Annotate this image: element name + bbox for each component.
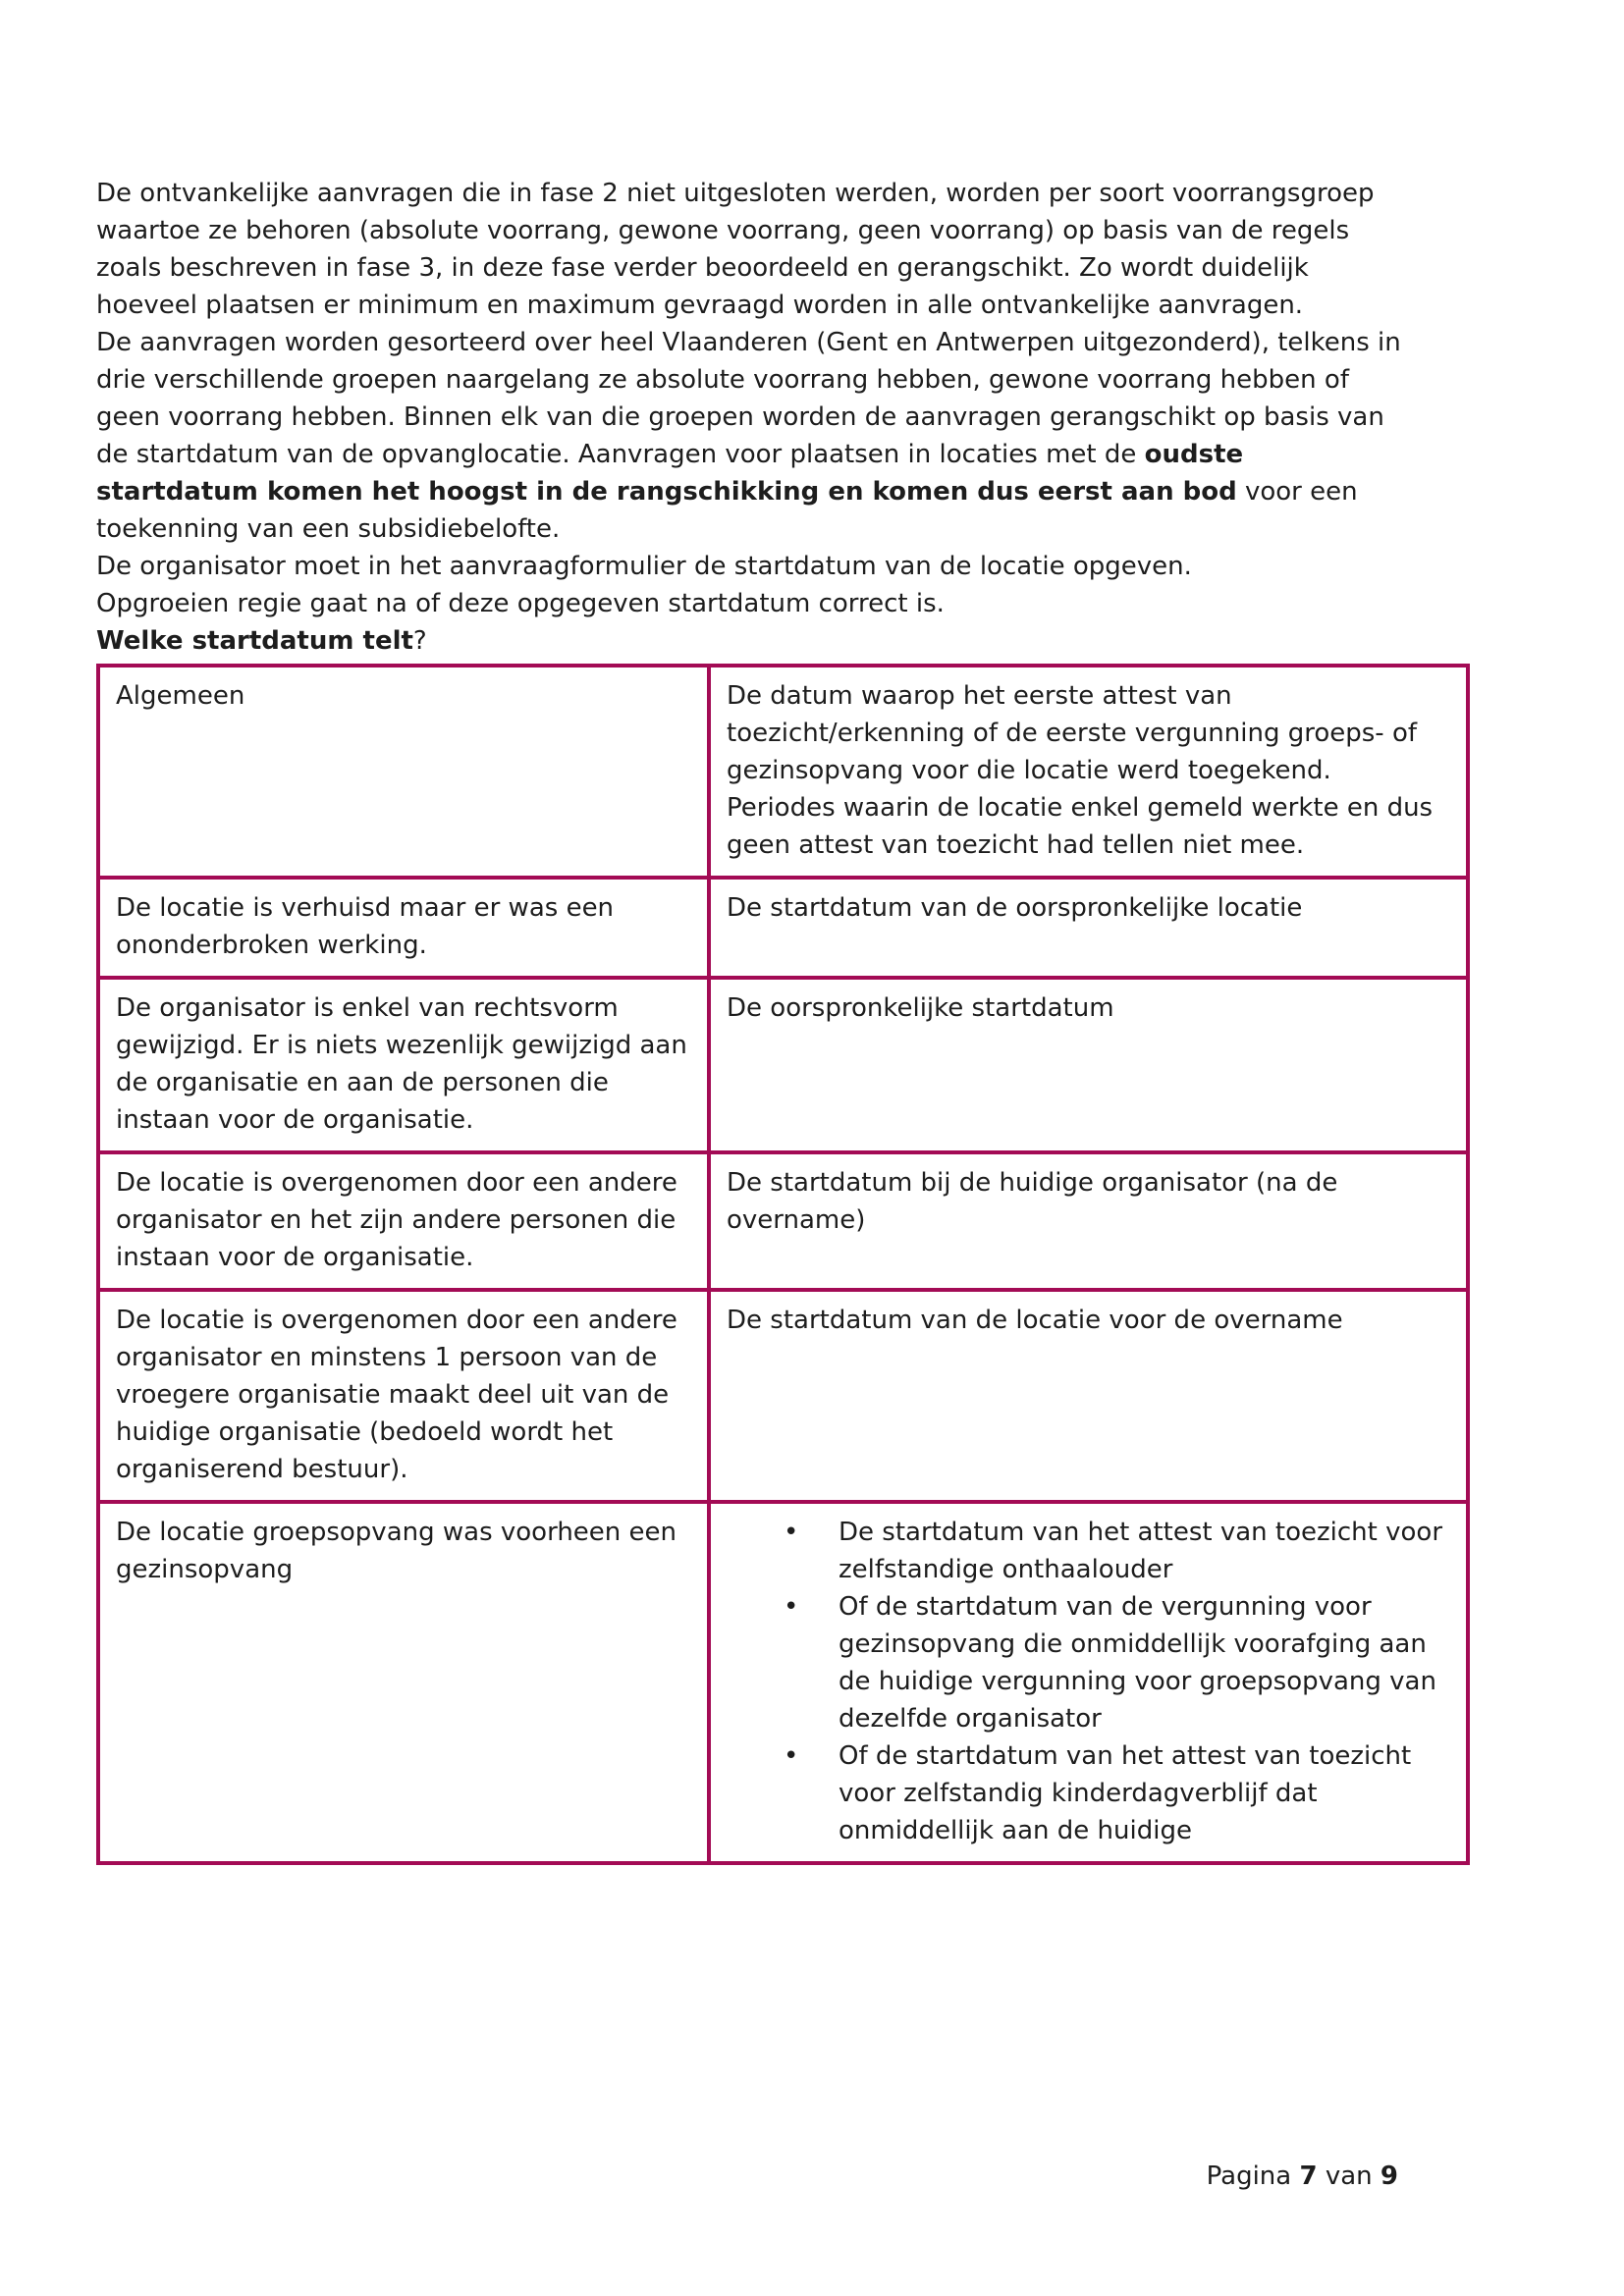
cell-text: De locatie is overgenomen door een andere organisator en het zijn andere personen die instaan voor de organisatie.	[116, 1168, 677, 1272]
table-cell-situation	[98, 878, 709, 978]
section-heading-question-mark: ?	[412, 626, 427, 656]
table-cell-startdatum	[709, 878, 1468, 978]
startdatum-bullet-list	[727, 1514, 1450, 1849]
table-cell-situation	[98, 666, 709, 878]
intro-paragraph-2-text-start: De aanvragen worden gesorteerd over heel Vlaanderen (Gent en Antwerpen uitgezonderd), telkens in drie verschillende groepen naargelang ze absolute voorrang hebben, gewone voorrang hebben of geen voorrang hebben. Binnen elk van die groepen worden de aanvragen gerangschikt op basis van de startdatum van de opvanglocatie. Aanvragen voor plaatsen in locaties met de	[96, 328, 1401, 469]
table-row	[98, 878, 1468, 978]
cell-text: De locatie groepsopvang was voorheen een gezinsopvang	[116, 1518, 677, 1584]
page-number-footer	[1207, 2158, 1398, 2195]
table-row	[98, 1290, 1468, 1502]
table-cell-situation	[98, 1290, 709, 1502]
table-cell-startdatum	[709, 1502, 1468, 1863]
cell-text: Algemeen	[116, 681, 245, 711]
table-row	[98, 1502, 1468, 1863]
cell-text: De startdatum bij de huidige organisator (na de overname)	[727, 1168, 1338, 1235]
cell-text: De startdatum van de oorspronkelijke locatie	[727, 893, 1303, 923]
cell-text: De locatie is overgenomen door een andere organisator en minstens 1 persoon van de vroegere organisatie maakt deel uit van de huidige organisatie (bedoeld wordt het organiserend bestuur).	[116, 1306, 677, 1484]
page-content	[96, 175, 1443, 1865]
cell-text: Periodes waarin de locatie enkel gemeld werkte en dus geen attest van toezicht had tellen niet mee.	[727, 793, 1434, 860]
intro-paragraph-2-bold: oudste startdatum komen het hoogst in de rangschikking en komen dus eerst aan bod	[96, 440, 1244, 507]
list-item: • Of de startdatum van het attest van toezicht voor zelfstandig kinderdagverblijf dat onmiddellijk aan de huidige	[784, 1737, 1450, 1849]
table-cell-situation	[98, 1152, 709, 1290]
cell-text: De datum waarop het eerste attest van toezicht/erkenning of de eerste vergunning groeps- of gezinsopvang voor die locatie werd toegekend.	[727, 681, 1418, 785]
section-heading	[96, 622, 1404, 660]
table-cell-startdatum	[709, 666, 1468, 878]
intro-paragraph-2-text-end: voor een toekenning van een subsidiebelofte.	[96, 477, 1358, 544]
list-item: • Of de startdatum van de vergunning voor gezinsopvang die onmiddellijk voorafging aan de huidige vergunning voor groepsopvang van dezelfde organisator	[784, 1588, 1450, 1737]
footer-middle: van	[1317, 2162, 1380, 2191]
cell-text: De startdatum van de locatie voor de overname	[727, 1306, 1343, 1335]
cell-text: De oorspronkelijke startdatum	[727, 993, 1114, 1023]
table-row	[98, 666, 1468, 878]
table-cell-situation	[98, 978, 709, 1152]
list-item: • De startdatum van het attest van toezicht voor zelfstandige onthaalouder	[784, 1514, 1450, 1588]
startdatum-table	[96, 664, 1470, 1865]
intro-paragraph-3: De organisator moet in het aanvraagformulier de startdatum van de locatie opgeven.	[96, 552, 1192, 581]
intro-paragraph-4: Opgroeien regie gaat na of deze opgegeven startdatum correct is.	[96, 589, 945, 618]
table-cell-startdatum	[709, 978, 1468, 1152]
footer-current-page: 7	[1299, 2162, 1318, 2191]
intro-paragraph-1: De ontvankelijke aanvragen die in fase 2 niet uitgesloten werden, worden per soort voorrangsgroep waartoe ze behoren (absolute voorrang, gewone voorrang, geen voorrang) op basis van de regels zoals beschreven in fase 3, in deze fase verder beoordeeld en gerangschikt. Zo wordt duidelijk hoeveel plaatsen er minimum en maximum gevraagd worden in alle ontvankelijke aanvragen.	[96, 179, 1375, 320]
footer-total-pages: 9	[1380, 2162, 1398, 2191]
table-row	[98, 978, 1468, 1152]
table-cell-situation	[98, 1502, 709, 1863]
cell-text: De locatie is verhuisd maar er was een ononderbroken werking.	[116, 893, 615, 960]
cell-text: De organisator is enkel van rechtsvorm gewijzigd. Er is niets wezenlijk gewijzigd aan de organisatie en aan de personen die instaan voor de organisatie.	[116, 993, 687, 1135]
section-heading-text: Welke startdatum telt	[96, 626, 413, 656]
table-row	[98, 1152, 1468, 1290]
intro-paragraph-2	[96, 324, 1404, 548]
table-cell-startdatum	[709, 1290, 1468, 1502]
table-cell-startdatum	[709, 1152, 1468, 1290]
footer-prefix: Pagina	[1206, 2162, 1300, 2191]
